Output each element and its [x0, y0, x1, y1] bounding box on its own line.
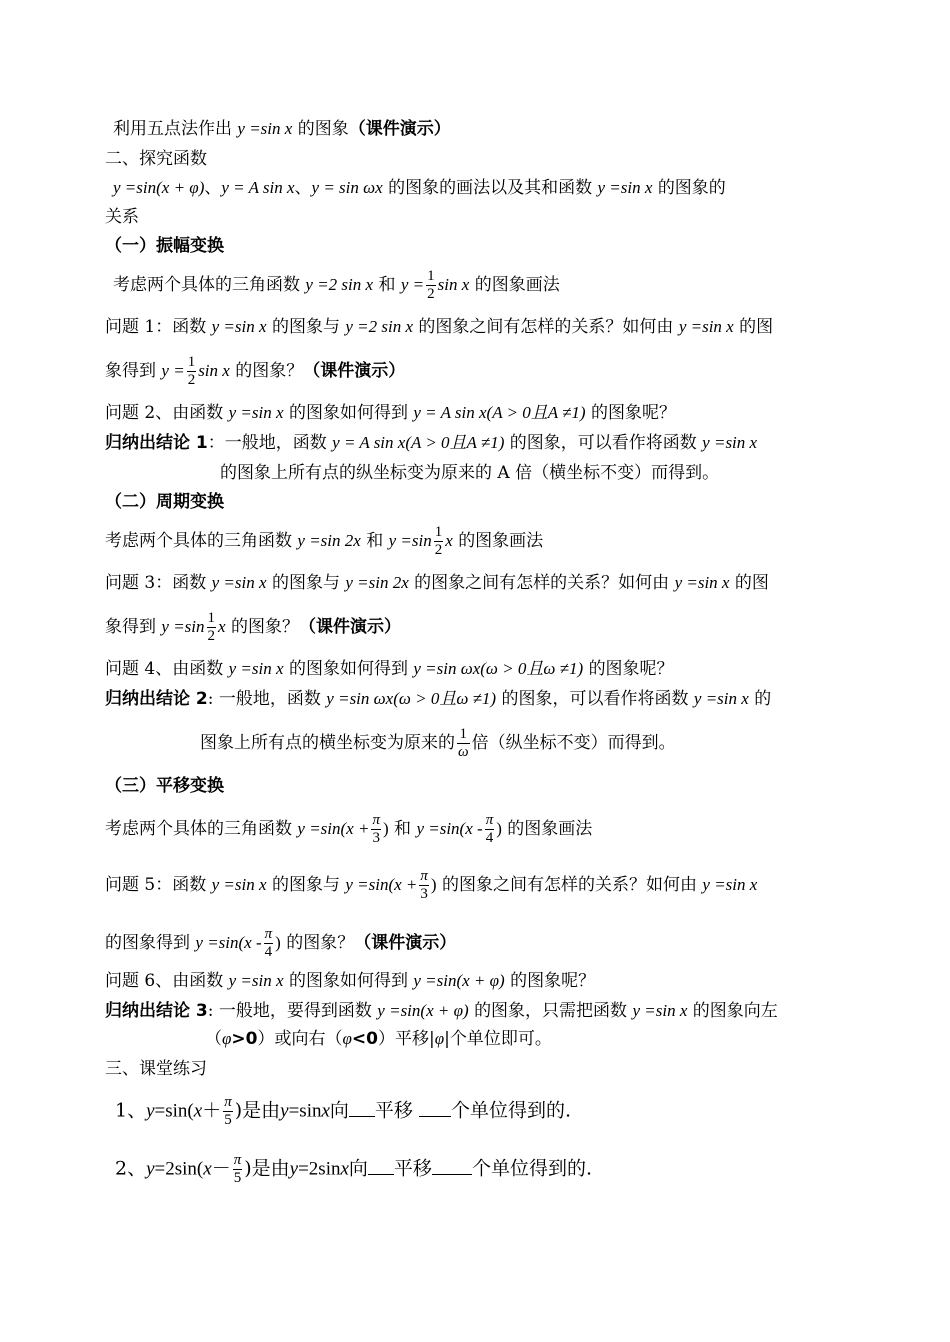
text: 的图象向左 [692, 1001, 778, 1021]
conclusion-2-cont [200, 726, 676, 761]
fraction [457, 726, 470, 761]
numerator: π [372, 812, 380, 828]
text: )是由 [234, 1099, 281, 1122]
numerator: 1 [434, 524, 443, 540]
conclusion-1 [105, 432, 757, 454]
text: 考虑两个具体的三角函数 [105, 531, 292, 551]
text: 的图象之间有怎样的关系？如何由 [442, 875, 697, 895]
formula: y =sin(x - [195, 933, 262, 952]
text: ）或向右（ [257, 1029, 343, 1049]
blank-field[interactable] [432, 1158, 472, 1175]
text: 的图象的 [657, 178, 726, 198]
formula: φ [342, 1029, 352, 1048]
numerator: 1 [187, 354, 196, 370]
denominator: 4 [264, 944, 273, 960]
question-1 [105, 316, 773, 338]
numerator: 1 [457, 726, 470, 744]
text: >0 [231, 1029, 258, 1049]
text: 的图象之间有怎样的关系？如何由 [414, 573, 670, 593]
conclusion-3-cont [205, 1028, 552, 1050]
formula: ) [430, 875, 437, 894]
formula: y [146, 1158, 155, 1180]
blank-field[interactable] [349, 1100, 375, 1117]
formula: y =sin 2x [297, 531, 361, 550]
formula: ) [496, 819, 502, 838]
text: 和 [378, 275, 396, 295]
text: 的图象之间有怎样的关系？如何由 [418, 317, 674, 337]
formula: φ [222, 1029, 232, 1048]
text: 的图象，可以看作将函数 [509, 433, 697, 453]
formula: x [193, 1100, 203, 1122]
demo-label: （课件演示） [303, 361, 406, 381]
formula: y [146, 1100, 155, 1122]
text: （ [205, 1029, 222, 1049]
text: 的图象的画法以及其和函数 [388, 178, 593, 198]
denominator: 3 [372, 830, 380, 846]
numerator: π [224, 1094, 232, 1110]
numerator: 1 [207, 610, 216, 626]
text: 的图象，可以看作将函数 [501, 689, 689, 709]
text: 的图象与 [271, 573, 340, 593]
formula: y =sin 2x [345, 573, 409, 592]
text: 问题 2、由函数 [105, 403, 224, 423]
formula: y =2 sin x [345, 317, 414, 336]
period-consider [105, 524, 543, 559]
text: )是由 [244, 1157, 290, 1180]
formula: y =sin x [211, 317, 267, 336]
formula: y = [400, 275, 425, 294]
formula: y = sin ωx [311, 178, 383, 197]
text: 的图象得到 [105, 933, 190, 953]
formula: y =sin(x + [345, 875, 418, 894]
formula: y =sin x [228, 403, 284, 422]
explore-line [113, 177, 726, 199]
formula: ) [382, 819, 389, 838]
formula: x [218, 617, 226, 636]
heading-translation: （三）平移变换 [105, 776, 224, 796]
formula: =2sin [298, 1158, 341, 1180]
fraction [426, 268, 436, 303]
text: 、 [204, 178, 222, 198]
text: 的图象画法 [474, 275, 560, 295]
text: 问题 5：函数 [105, 875, 207, 895]
text: 的图象 [297, 119, 349, 139]
text: 和 [366, 531, 384, 551]
text: 的图象画法 [507, 819, 593, 839]
text: 象得到 [105, 617, 156, 637]
text: 的图象？ [286, 933, 355, 953]
text: 的图 [734, 573, 769, 593]
formula: y [289, 1158, 299, 1180]
text: 图象上所有点的横坐标变为原来的 [200, 733, 455, 753]
formula: φ [434, 1029, 445, 1048]
amplitude-consider [113, 268, 560, 303]
formula: y =sin x [237, 119, 293, 138]
question-3-cont [105, 610, 401, 645]
conclusion-2 [105, 688, 771, 710]
formula: y =sin [161, 617, 205, 636]
formula: x [321, 1100, 330, 1122]
conclusion-label: 归纳出结论 3 [105, 1001, 208, 1021]
fraction [485, 812, 495, 847]
formula: y =2 sin x [305, 275, 374, 294]
formula: y = A sin x(A > 0且A ≠1) [413, 403, 586, 422]
text: 的图象呢？ [510, 971, 596, 991]
formula: =sin( [154, 1100, 194, 1122]
question-5 [105, 868, 757, 903]
formula: x [203, 1158, 212, 1180]
section-3-heading: 三、课堂练习 [105, 1059, 207, 1079]
text: 考虑两个具体的三角函数 [105, 819, 292, 839]
question-3 [105, 572, 769, 594]
fraction [207, 610, 217, 645]
fraction [233, 1152, 243, 1187]
text: 问题 4、由函数 [105, 659, 224, 679]
text: 的图象？ [230, 617, 299, 637]
formula: y = A sin x(A > 0且A ≠1) [332, 433, 505, 452]
text: 向 [329, 1099, 349, 1122]
formula: y =sin x [702, 433, 758, 452]
formula: x [445, 531, 453, 550]
fraction [419, 868, 429, 903]
text: 的图象呢？ [588, 659, 674, 679]
text: 的图象与 [271, 317, 340, 337]
exercise-2 [115, 1152, 592, 1187]
demo-label: （课件演示） [354, 933, 457, 953]
formula: sin x [437, 275, 470, 294]
text: 考虑两个具体的三角函数 [113, 275, 300, 295]
formula: y =sin ωx(ω > 0且ω ≠1) [413, 659, 584, 678]
formula: y =sin x [211, 875, 267, 894]
formula: y =sin x [678, 317, 734, 336]
denominator: 5 [224, 1112, 232, 1128]
text: 向 [348, 1157, 368, 1180]
formula: y =sin ωx(ω > 0且ω ≠1) [326, 689, 497, 708]
fraction [223, 1094, 233, 1129]
question-5-cont [105, 926, 456, 961]
fraction [187, 354, 197, 389]
text: 个单位得到的. [450, 1099, 572, 1122]
blank-field[interactable] [419, 1100, 451, 1117]
translation-consider [105, 812, 592, 847]
text: 的图 [739, 317, 774, 337]
text: : 一般地，要得到函数 [207, 1001, 372, 1021]
text: 1、 [115, 1099, 147, 1122]
text: 平移 [374, 1099, 413, 1122]
denominator: 3 [420, 886, 428, 902]
formula: y = A sin x [221, 178, 295, 197]
text: 的图象，只需把函数 [474, 1001, 628, 1021]
question-4 [105, 658, 674, 680]
text: 的图象如何得到 [288, 659, 408, 679]
text: 问题 1：函数 [105, 317, 207, 337]
text: 的图象如何得到 [288, 971, 408, 991]
explore-line-cont: 关系 [105, 207, 139, 227]
text: ）平移| [377, 1029, 435, 1049]
denominator: 2 [207, 628, 216, 644]
formula: =2sin( [154, 1158, 204, 1180]
text: 利用五点法作出 [113, 119, 232, 139]
text: 和 [394, 819, 412, 839]
text: 象得到 [105, 361, 156, 381]
conclusion-label: 归纳出结论 2 [105, 689, 208, 709]
text: 的图象？ [235, 361, 304, 381]
formula: y =sin x [228, 659, 284, 678]
denominator: 4 [485, 830, 494, 846]
text: : 一般地，函数 [207, 689, 321, 709]
fraction [434, 524, 444, 559]
formula: y [280, 1100, 289, 1122]
text: 问题 3：函数 [105, 573, 207, 593]
exercise-1 [115, 1094, 571, 1129]
question-1-cont [105, 354, 405, 389]
denominator: 5 [233, 1170, 242, 1186]
denominator: 2 [434, 542, 443, 558]
formula: =sin [288, 1100, 322, 1122]
formula: y =sin(x - [416, 819, 483, 838]
formula: y =sin x [702, 875, 758, 894]
formula: ) [275, 933, 281, 952]
formula: y =sin x [693, 689, 749, 708]
denominator: 2 [427, 286, 435, 302]
formula: y =sin(x + φ) [413, 971, 505, 990]
text: 问题 6、由函数 [105, 971, 224, 991]
formula: y =sin x [211, 573, 267, 592]
blank-field[interactable] [368, 1158, 394, 1175]
text: 平移 [393, 1157, 432, 1180]
text: <0 [351, 1029, 378, 1049]
conclusion-1-cont: 的图象上所有点的纵坐标变为原来的 A 倍（横坐标不变）而得到。 [220, 463, 720, 483]
formula: sin x [198, 361, 230, 380]
text: ：一般地，函数 [207, 433, 327, 453]
demo-label: （课件演示） [298, 617, 401, 637]
formula: y =sin x [597, 178, 653, 197]
fraction [371, 812, 381, 847]
question-2 [105, 402, 676, 424]
text: 的图象呢？ [590, 403, 676, 423]
text: 的图象如何得到 [288, 403, 408, 423]
fraction [264, 926, 274, 961]
formula: y =sin x [674, 573, 730, 592]
formula: y =sin(x + φ) [377, 1001, 469, 1020]
formula: x [340, 1158, 349, 1180]
numerator: π [420, 868, 428, 884]
conclusion-label: 归纳出结论 1 [105, 433, 208, 453]
formula: － [211, 1158, 231, 1180]
section-2-heading: 二、探究函数 [105, 149, 207, 169]
text: 的 [754, 689, 772, 709]
text: 的图象画法 [458, 531, 544, 551]
numerator: π [485, 812, 494, 828]
formula: y =sin(x + φ) [113, 178, 205, 197]
numerator: π [233, 1152, 242, 1168]
denominator: ω [458, 744, 469, 760]
text: 2、 [115, 1157, 147, 1180]
formula: y =sin(x + [297, 819, 370, 838]
heading-period: （二）周期变换 [105, 492, 224, 512]
numerator: π [264, 926, 273, 942]
intro-line [113, 118, 451, 140]
formula: ＋ [202, 1100, 222, 1122]
text: 倍（纵坐标不变）而得到。 [471, 733, 676, 753]
demo-label: （课件演示） [348, 119, 451, 139]
text: 的图象与 [271, 875, 340, 895]
conclusion-3 [105, 1000, 778, 1022]
denominator: 2 [187, 372, 196, 388]
heading-amplitude: （一）振幅变换 [105, 236, 224, 256]
formula: y = [161, 361, 185, 380]
text: |个单位即可。 [444, 1029, 552, 1049]
text: 个单位得到的. [471, 1157, 592, 1180]
formula: y =sin x [632, 1001, 688, 1020]
numerator: 1 [427, 268, 435, 284]
text: 、 [294, 178, 312, 198]
formula: y =sin [388, 531, 432, 550]
formula: y =sin x [228, 971, 284, 990]
question-6 [105, 970, 595, 992]
